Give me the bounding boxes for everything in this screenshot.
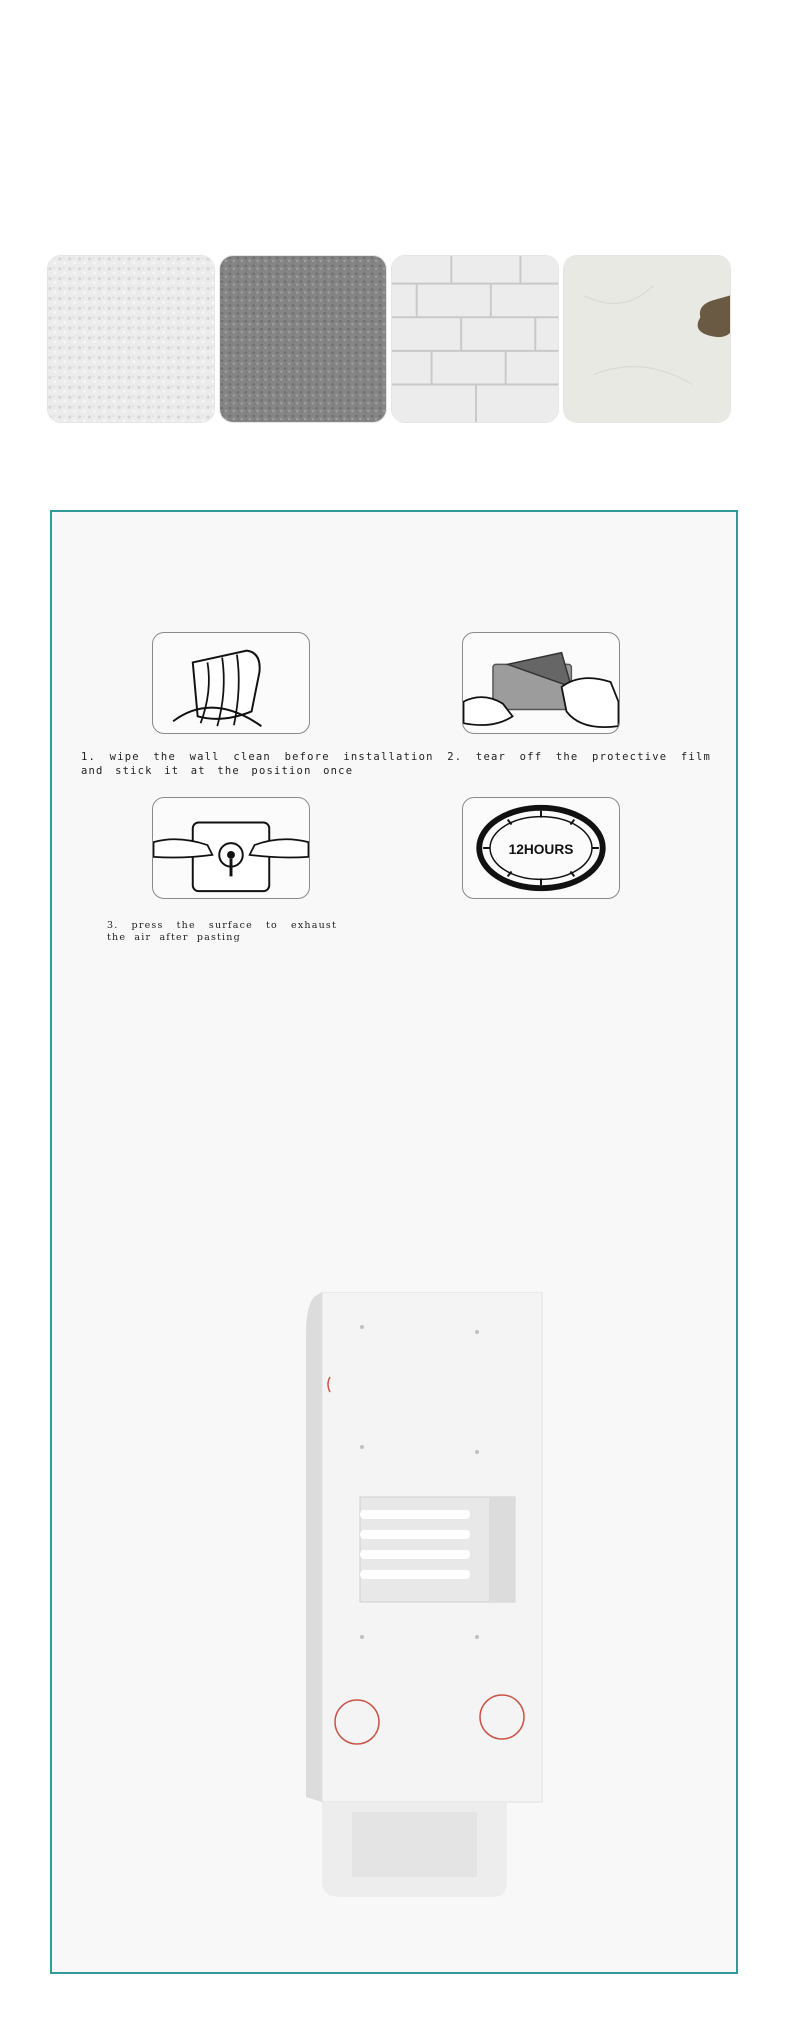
press-air-icon [152, 797, 310, 899]
svg-text:12HOURS: 12HOURS [508, 841, 574, 857]
wipe-wall-icon [152, 632, 310, 734]
wall-mounted-router-cabinet [262, 1292, 552, 1912]
step-1-2-text: 1. wipe the wall clean before installation 2. tear off the protective film and stick it at the position once [81, 751, 711, 777]
peel-film-icon [462, 632, 620, 734]
installation-instructions-panel [50, 510, 738, 1974]
wall-texture-strip [47, 255, 747, 425]
step-3-text: 3. press the surface to exhaust the air after pasting [107, 920, 337, 943]
timer-12-hours-icon [462, 797, 620, 899]
gray-stucco-texture [219, 255, 387, 423]
white-stucco-texture [47, 255, 215, 423]
white-brick-texture [391, 255, 559, 423]
painted-plaster-texture [563, 255, 731, 423]
